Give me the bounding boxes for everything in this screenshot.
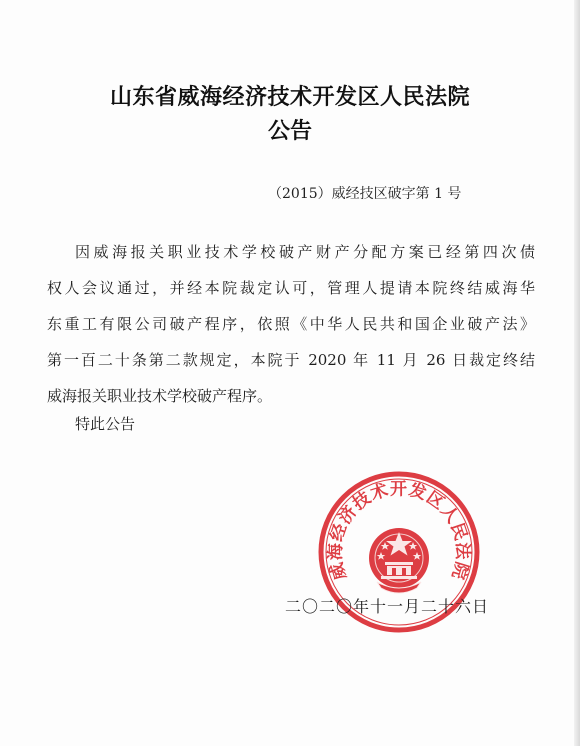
page-edge-shadow [574,0,580,746]
body-line-1: 因威海报关职业技术学校破产财产分配方案已经第四次债 [75,243,535,261]
court-name-heading: 山东省威海经济技术开发区人民法院 [109,85,470,110]
national-emblem-icon [369,528,429,593]
closing-phrase: 特此公告 [75,415,136,433]
notice-body [47,234,535,414]
notice-heading: 公告 [267,119,312,144]
body-line-5: 威海报关职业技术学校破产程序。 [47,387,273,405]
seal-text: 威海经济技术开发区人民法院 [325,479,473,583]
document-number: （2015）威经技区破字第 1 号 [268,186,462,202]
body-line-3: 东重工有限公司破产程序，依照《中华人民共和国企业破产法》 [47,315,535,333]
issue-date: 二〇二〇年十一月二十六日 [285,597,490,616]
body-line-2: 权人会议通过，并经本院裁定认可，管理人提请本院终结威海华 [47,279,535,297]
body-line-4: 第一百二十条第二款规定，本院于 2020 年 11 月 26 日裁定终结 [47,351,535,369]
